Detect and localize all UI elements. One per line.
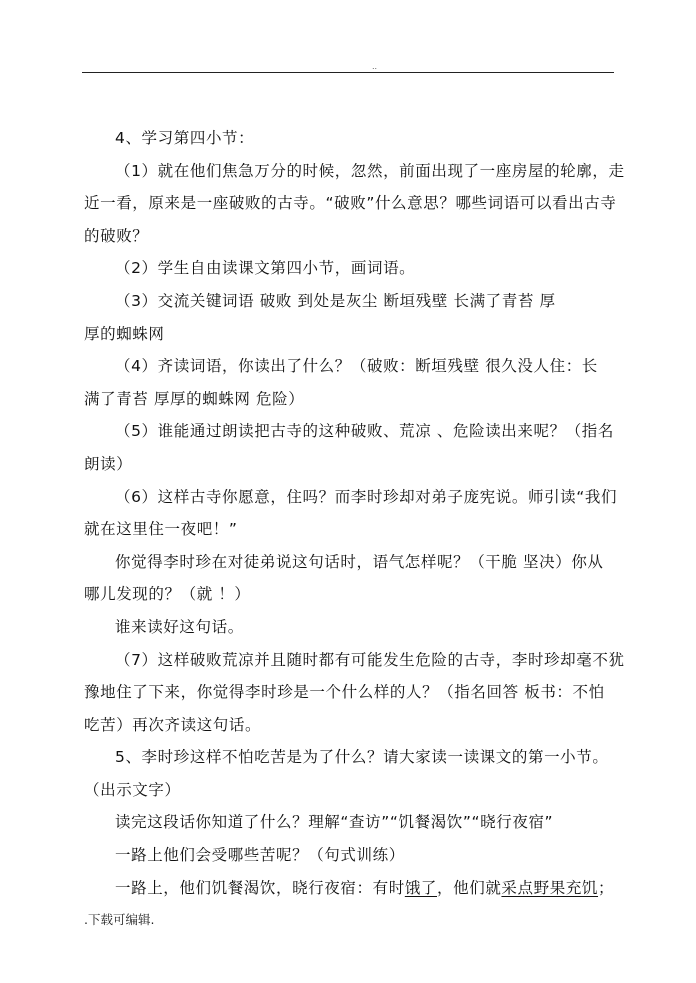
paragraph-line: 哪儿发现的？（就 ！）: [84, 585, 251, 604]
paragraph-line: （4）齐读词语，你读出了什么？（破败：断垣残壁 很久没人住：长: [115, 357, 598, 376]
paragraph-line: 近一看，原来是一座破败的古寺。“破败”什么意思？哪些词语可以看出古寺: [84, 194, 617, 213]
paragraph-line: 厚的蜘蛛网: [84, 324, 165, 343]
text-segment: ；: [598, 878, 615, 897]
paragraph-line: 满了青苔 厚厚的蜘蛛网 危险）: [84, 389, 305, 408]
paragraph-line: （6）这样古寺你愿意，住吗？而李时珍却对弟子庞宪说。师引读“我们: [115, 487, 618, 506]
paragraph-line: 豫地住了下来，你觉得李时珍是一个什么样的人？（指名回答 板书：不怕: [84, 683, 605, 702]
paragraph-line-underlined: [84, 872, 616, 905]
paragraph-line: 吃苦）再次齐读这句话。: [84, 715, 262, 734]
paragraph-line: 一路上他们会受哪些苦呢？（句式训练）: [115, 846, 405, 865]
paragraph-line: 就在这里住一夜吧！”: [84, 520, 238, 539]
footer-note: .下载可编辑.: [84, 912, 155, 927]
underlined-phrase: 饿了: [404, 878, 438, 897]
paragraph-line: 读完这段话你知道了什么？理解“查访”“饥餐渴饮”“晓行夜宿”: [115, 813, 554, 832]
document-body: [84, 122, 625, 904]
underlined-phrase: 采点野果充饥: [501, 878, 599, 897]
paragraph-line: （出示文字）: [84, 780, 181, 799]
section-heading-5: 5、李时珍这样不怕吃苦是为了什么？请大家读一读课文的第一小节。: [115, 748, 609, 767]
paragraph-line: （2）学生自由读课文第四小节，画词语。: [115, 259, 416, 278]
text-segment: 一路上，他们饥餐渴饮，晓行夜宿：有时: [115, 878, 405, 897]
paragraph-line: （3）交流关键词语 破败 到处是灰尘 断垣残壁 长满了青苔 厚: [115, 291, 556, 310]
paragraph-line: 你觉得李时珍在对徒弟说这句话时，语气怎样呢？（干脆 坚决）你从: [115, 552, 604, 571]
text-segment: ，他们就: [437, 878, 502, 897]
paragraph-line: （1）就在他们焦急万分的时候，忽然，前面出现了一座房屋的轮廓，走: [115, 161, 625, 180]
paragraph-line: 的破败？: [84, 226, 149, 245]
paragraph-line: （5）谁能通过朗读把古寺的这种破败、荒凉 、危险读出来呢？（指名: [115, 422, 614, 441]
paragraph-line: 朗读）: [84, 454, 133, 473]
header-dots: ..: [372, 62, 378, 71]
paragraph-line: 谁来读好这句话。: [115, 617, 244, 636]
section-heading-4: 4、学习第四小节：: [115, 129, 255, 147]
header-rule: [82, 72, 614, 73]
paragraph-line: （7）这样破败荒凉并且随时都有可能发生危险的古寺，李时珍却毫不犹: [115, 650, 625, 669]
